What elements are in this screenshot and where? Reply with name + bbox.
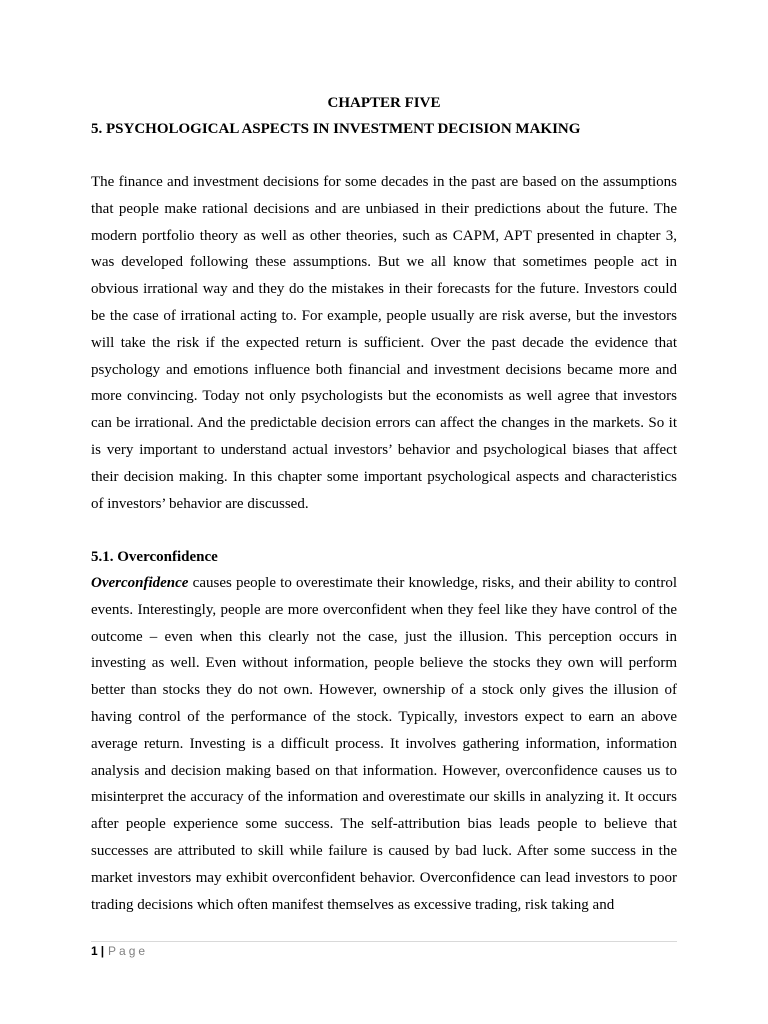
footer-divider [91, 941, 677, 942]
page-number: 1 [91, 944, 98, 958]
chapter-heading: CHAPTER FIVE [327, 95, 441, 111]
section-heading: 5. PSYCHOLOGICAL ASPECTS IN INVESTMENT DECISION MAKING [91, 121, 581, 137]
overconfidence-text: causes people to overestimate their knowledge, risks, and their ability to control events. Interestingly, people are more overconfident when they feel like they have control of the outcome – even when this clearly not the case, just the illusion. This perception occurs in investing as well. Even without information, people believe the stocks they own will perform better than stocks they do not own. However, ownership of a stock only gives the illusion of having control of the performance of the stock. Typically, investors expect to earn an above average return. Investing is a difficult process. It involves gathering information, information analysis and decision making based on that information. However, overconfidence causes us to misinterpret the accuracy of the information and overestimate our skills in analyzing it. It occurs after people experience some success. The self-attribution bias leads people to believe that successes are attributed to skill while failure is caused by bad luck. After some success in the market investors may exhibit overconfident behavior. Overconfidence can lead investors to poor trading decisions which often manifest themselves as excessive trading, risk taking and [91, 575, 677, 913]
subsection-heading: 5.1. Overconfidence [91, 549, 218, 565]
overconfidence-paragraph [91, 570, 677, 918]
overconfidence-term: Overconfidence [91, 575, 189, 591]
page-label: Page [108, 944, 149, 958]
footer-separator: | [100, 944, 105, 958]
intro-paragraph: The finance and investment decisions for some decades in the past are based on the assumptions that people make rational decisions and are unbiased in their predictions about the future. The modern portfolio theory as well as other theories, such as CAPM, APT presented in chapter 3, was developed following these assumptions. But we all know that sometimes people act in obvious irrational way and they do the mistakes in their forecasts for the future. Investors could be the case of irrational acting to. For example, people usually are risk averse, but the investors will take the risk if the expected return is sufficient. Over the past decade the evidence that psychology and emotions influence both financial and investment decisions became more and more convincing. Today not only psychologists but the economists as well agree that investors can be irrational. And the predictable decision errors can affect the changes in the markets. So it is very important to understand actual investors’ behavior and psychological biases that affect their decision making. In this chapter some important psychological aspects and characteristics of investors’ behavior are discussed. [91, 174, 677, 512]
page-footer [91, 943, 148, 959]
